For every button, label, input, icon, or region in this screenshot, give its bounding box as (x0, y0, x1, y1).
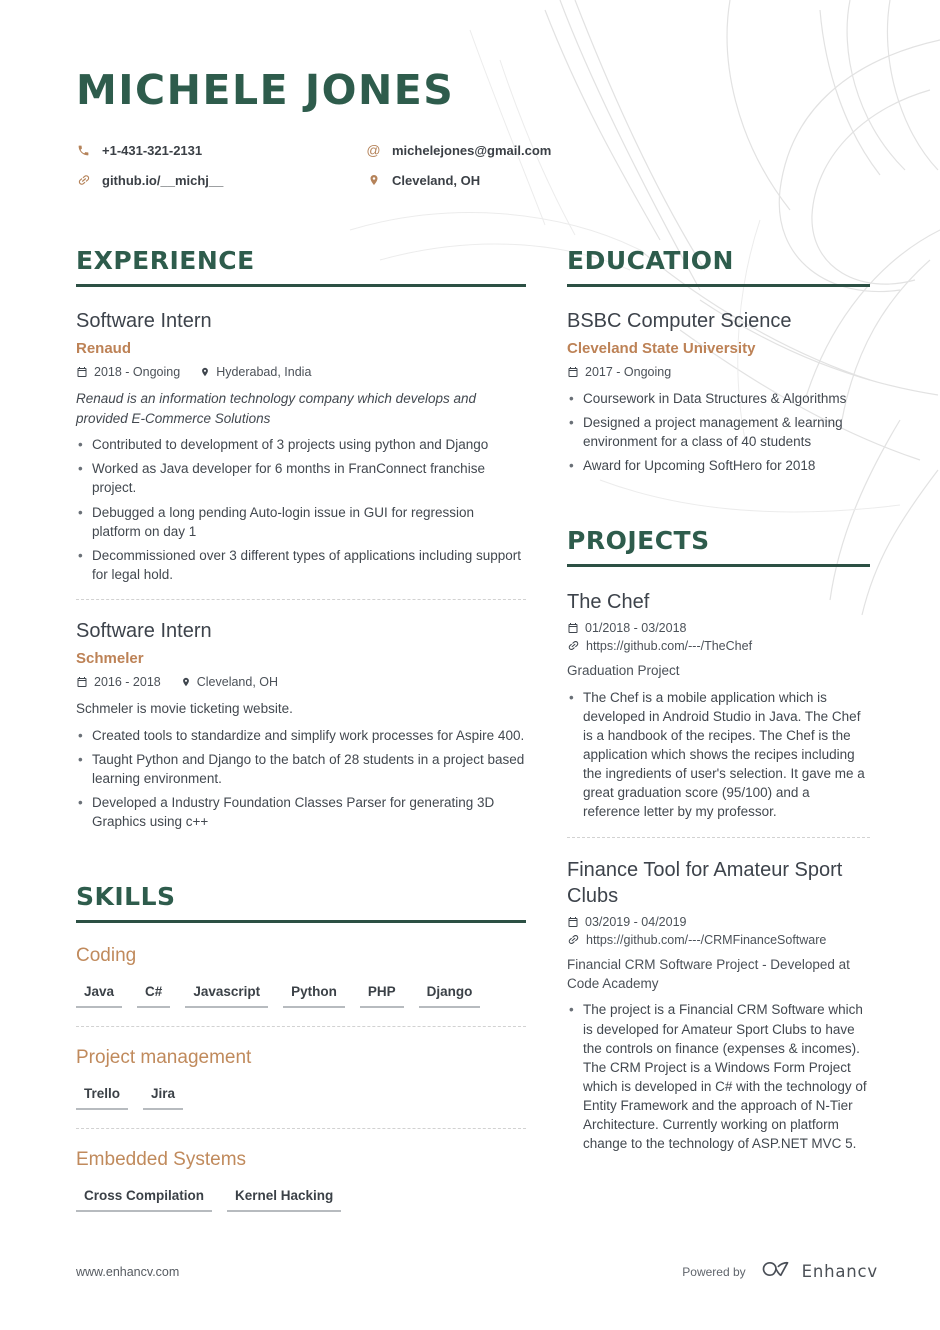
location-pin-icon (366, 173, 381, 187)
project-bullets (567, 1000, 870, 1153)
skill-tag: Trello (76, 1086, 128, 1110)
skill-tag: Cross Compilation (76, 1188, 212, 1212)
phone-number: +1-431-321-2131 (102, 142, 203, 158)
entry-divider (567, 837, 870, 838)
calendar-icon (567, 916, 579, 928)
calendar-icon (76, 366, 88, 378)
project-name: The Chef (567, 590, 650, 613)
enhancv-brand-link[interactable] (759, 1260, 878, 1283)
project-entry (567, 857, 870, 1154)
powered-by-label: Powered by (682, 1264, 746, 1279)
skill-tags (76, 1086, 526, 1110)
website-url[interactable]: github.io/__michj__ (102, 172, 224, 188)
degree-name: BSBC Computer Science (567, 310, 792, 332)
skill-tags (76, 1188, 526, 1212)
group-divider (76, 1026, 526, 1027)
projects-title: PROJECTS (567, 526, 870, 567)
contact-website[interactable] (76, 169, 366, 191)
company-description: Renaud is an information technology company which develops and provided E-Commerce Solutions (76, 391, 476, 426)
skills-title: SKILLS (76, 882, 526, 923)
skill-group-name: Coding (76, 944, 137, 966)
job-location: Hyderabad, India (200, 365, 311, 379)
bullet-item: • Decommissioned over 3 different types of applications including support for legal hold. (76, 546, 526, 584)
bullet-item: • The Chef is a mobile application which is developed in Android Studio in Java. The Chef is a handbook of the recipes. The Chef is the application which shows the recipes including the ingredients of user's selection. It gave me a great graduation score (95/100) and a reference letter by my professor. (567, 688, 870, 822)
phone-icon (76, 144, 91, 157)
skill-tag: Jira (143, 1086, 183, 1110)
project-entry (567, 589, 870, 822)
brand-name: Enhancv (801, 1262, 878, 1281)
job-title: Software Intern (76, 620, 212, 643)
experience-entry (76, 309, 526, 584)
school-name: Cleveland State University (567, 340, 756, 357)
education-bullets (567, 389, 870, 476)
bullet-item: • Coursework in Data Structures & Algorithms (567, 389, 870, 408)
company-name: Renaud (76, 340, 132, 357)
experience-section (76, 246, 526, 832)
skill-tag: Kernel Hacking (227, 1188, 341, 1212)
experience-title: EXPERIENCE (76, 246, 526, 287)
calendar-icon (567, 366, 579, 378)
skill-tag: Python (283, 984, 345, 1008)
bullet-item: • The project is a Financial CRM Software which is developed for Amateur Sport Clubs to have the controls on finance (expenses & incomes). The CRM Project is a Windows Form Project which is developed in C# with the technology of Entity Framework and the approach of N-Tier Architecture. Currently working on platform change to the technology of ASP.NET MVC 5. (567, 1000, 870, 1153)
contact-location (366, 169, 551, 191)
bullet-item: • Award for Upcoming SoftHero for 2018 (567, 456, 870, 475)
skill-tag: Java (76, 984, 122, 1008)
education-entry (567, 309, 870, 476)
education-section (567, 246, 870, 476)
contact-phone (76, 139, 366, 161)
date-range: 2018 - Ongoing (76, 365, 180, 379)
project-link[interactable] (567, 933, 826, 947)
bullet-item: • Debugged a long pending Auto-login issue in GUI for regression platform on day 1 (76, 503, 526, 541)
bullet-item: • Worked as Java developer for 6 months in FranConnect franchise project. (76, 459, 526, 497)
calendar-icon (567, 622, 579, 634)
at-icon: @ (366, 142, 381, 158)
company-description: Schmeler is movie ticketing website. (76, 701, 293, 717)
skill-group (76, 945, 526, 1008)
bullet-item: • Taught Python and Django to the batch of 28 students in a project based learning environment. (76, 750, 526, 788)
contact-info (76, 139, 876, 191)
skill-tags (76, 984, 526, 1008)
skills-section (76, 882, 526, 1212)
group-divider (76, 1128, 526, 1129)
email-address[interactable]: michelejones@gmail.com (392, 142, 552, 158)
date-range: 2017 - Ongoing (567, 365, 671, 379)
enhancv-site-link[interactable]: www.enhancv.com (76, 1264, 180, 1279)
job-title: Software Intern (76, 310, 212, 332)
project-bullets (567, 688, 870, 822)
skill-group (76, 1047, 526, 1110)
location-text: Cleveland, OH (392, 172, 481, 188)
skill-tag: Django (419, 984, 481, 1008)
project-name: Finance Tool for Amateur Sport Clubs (567, 858, 843, 907)
skill-tag: PHP (360, 984, 404, 1008)
projects-section (567, 526, 870, 1154)
experience-entry (76, 619, 526, 831)
bullet-item: • Designed a project management & learning environment for a class of 40 students (567, 413, 870, 451)
calendar-icon (76, 676, 88, 688)
page-footer (76, 1260, 878, 1283)
project-link[interactable] (567, 639, 752, 653)
date-range: 2016 - 2018 (76, 675, 161, 689)
resume-header (76, 66, 876, 191)
project-subtitle: Financial CRM Software Project - Developed at Code Academy (567, 956, 850, 991)
link-icon (567, 933, 580, 946)
experience-bullets (76, 726, 526, 832)
experience-bullets (76, 435, 526, 584)
date-range: 01/2018 - 03/2018 (567, 621, 686, 635)
entry-divider (76, 599, 526, 600)
bullet-item: • Created tools to standardize and simplify work processes for Aspire 400. (76, 726, 526, 745)
skill-tag: C# (137, 984, 170, 1008)
skill-group-name: Embedded Systems (76, 1148, 247, 1170)
bullet-item: • Contributed to development of 3 projects using python and Django (76, 435, 526, 454)
link-icon (76, 173, 91, 187)
bullet-item: • Developed a Industry Foundation Classes Parser for generating 3D Graphics using c++ (76, 793, 526, 831)
date-range: 03/2019 - 04/2019 (567, 915, 686, 929)
skill-group (76, 1149, 526, 1212)
company-name: Schmeler (76, 650, 144, 668)
link-icon (567, 639, 580, 652)
skill-group-name: Project management (76, 1046, 252, 1068)
job-location: Cleveland, OH (181, 675, 278, 689)
enhancv-logo (759, 1260, 793, 1283)
location-pin-icon (181, 676, 191, 688)
contact-email[interactable] (366, 139, 551, 161)
education-title: EDUCATION (567, 246, 870, 287)
project-url: https://github.com/---/CRMFinanceSoftware (586, 932, 827, 947)
location-pin-icon (200, 366, 210, 378)
project-subtitle: Graduation Project (567, 662, 680, 678)
skill-tag: Javascript (185, 984, 268, 1008)
project-url: https://github.com/---/TheChef (586, 638, 753, 653)
person-name: MICHELE JONES (76, 66, 455, 114)
